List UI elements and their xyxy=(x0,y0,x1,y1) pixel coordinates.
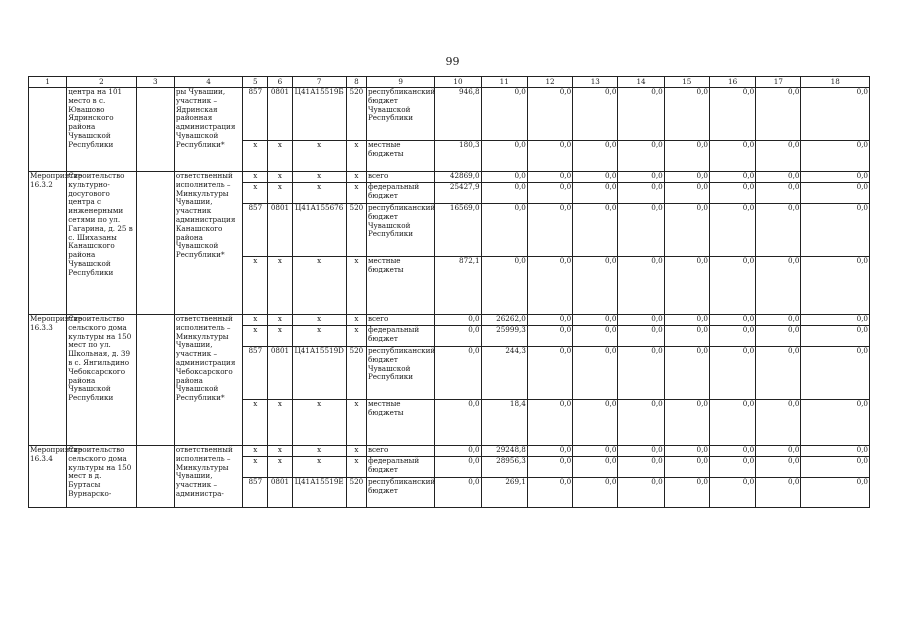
column-header: 12 xyxy=(527,77,572,88)
grbs-cell: x xyxy=(243,315,268,326)
column-header: 4 xyxy=(174,77,242,88)
column-header: 3 xyxy=(136,77,174,88)
value-cell: 0,0 xyxy=(801,257,870,315)
source-cell: местные бюджеты xyxy=(366,400,434,446)
value-cell: 0,0 xyxy=(527,204,572,257)
value-cell: 0,0 xyxy=(573,183,618,204)
value-cell: 25427,9 xyxy=(435,183,481,204)
value-cell: 0,0 xyxy=(664,446,709,457)
column-header: 15 xyxy=(664,77,709,88)
value-cell: 0,0 xyxy=(573,400,618,446)
csr-cell: x xyxy=(292,400,346,446)
csr-cell: x xyxy=(292,457,346,478)
grbs-cell: x xyxy=(243,326,268,347)
value-cell: 0,0 xyxy=(664,183,709,204)
value-cell: 0,0 xyxy=(481,141,527,172)
rzpr-cell: x xyxy=(268,326,292,347)
value-cell: 18,4 xyxy=(481,400,527,446)
value-cell: 0,0 xyxy=(756,88,801,141)
value-cell: 0,0 xyxy=(618,457,664,478)
csr-cell: Ц41А15519Б xyxy=(292,88,346,141)
value-cell: 0,0 xyxy=(618,326,664,347)
value-cell: 0,0 xyxy=(527,446,572,457)
table-row xyxy=(29,88,870,141)
value-cell: 0,0 xyxy=(664,141,709,172)
vr-cell: x xyxy=(346,457,366,478)
source-cell: федеральный бюджет xyxy=(366,326,434,347)
value-cell: 0,0 xyxy=(664,326,709,347)
vr-cell: x xyxy=(346,141,366,172)
source-cell: республиканский бюджет Чувашской Республики xyxy=(366,88,434,141)
grbs-cell: 857 xyxy=(243,347,268,400)
value-cell: 0,0 xyxy=(709,88,755,141)
value-cell: 0,0 xyxy=(756,478,801,508)
object-name-cell: Строительство сельского дома культуры на 150 мест в д. Буртасы Вурнарско- xyxy=(67,446,136,508)
grbs-cell: x xyxy=(243,457,268,478)
event-cell: Мероприятие 16.3.3 xyxy=(29,315,67,446)
value-cell: 0,0 xyxy=(709,257,755,315)
value-cell: 26262,0 xyxy=(481,315,527,326)
grbs-cell: 857 xyxy=(243,88,268,141)
value-cell: 0,0 xyxy=(664,204,709,257)
value-cell: 0,0 xyxy=(709,183,755,204)
table-row xyxy=(29,315,870,326)
vr-cell: 520 xyxy=(346,204,366,257)
vr-cell: 520 xyxy=(346,88,366,141)
csr-cell: Ц41А155676 xyxy=(292,204,346,257)
source-cell: местные бюджеты xyxy=(366,257,434,315)
value-cell: 0,0 xyxy=(801,457,870,478)
rzpr-cell: x xyxy=(268,446,292,457)
rzpr-cell: x xyxy=(268,457,292,478)
rzpr-cell: 0801 xyxy=(268,204,292,257)
csr-cell: x xyxy=(292,257,346,315)
value-cell: 0,0 xyxy=(756,347,801,400)
value-cell: 0,0 xyxy=(801,315,870,326)
value-cell: 0,0 xyxy=(756,257,801,315)
goal-cell xyxy=(136,446,174,508)
value-cell: 0,0 xyxy=(527,183,572,204)
value-cell: 0,0 xyxy=(618,204,664,257)
value-cell: 0,0 xyxy=(573,204,618,257)
value-cell: 25999,3 xyxy=(481,326,527,347)
value-cell: 0,0 xyxy=(573,326,618,347)
value-cell: 0,0 xyxy=(756,204,801,257)
grbs-cell: x xyxy=(243,257,268,315)
csr-cell: x xyxy=(292,172,346,183)
value-cell: 0,0 xyxy=(664,457,709,478)
column-header: 17 xyxy=(756,77,801,88)
column-header: 7 xyxy=(292,77,346,88)
value-cell: 0,0 xyxy=(801,400,870,446)
value-cell: 0,0 xyxy=(435,347,481,400)
value-cell: 0,0 xyxy=(756,326,801,347)
column-header: 16 xyxy=(709,77,755,88)
value-cell: 0,0 xyxy=(709,446,755,457)
event-cell: Мероприятие 16.3.4 xyxy=(29,446,67,508)
object-name-cell: Строительство культурно-досугового центра с инженерными сетями по ул. Гагарина, д. 25 в с. Шихазаны Канашского района Чувашской Республики xyxy=(67,172,136,315)
value-cell: 28956,3 xyxy=(481,457,527,478)
value-cell: 244,3 xyxy=(481,347,527,400)
vr-cell: x xyxy=(346,446,366,457)
source-cell: всего xyxy=(366,315,434,326)
source-cell: всего xyxy=(366,172,434,183)
grbs-cell: x xyxy=(243,172,268,183)
csr-cell: Ц41А15519D xyxy=(292,347,346,400)
value-cell: 0,0 xyxy=(573,457,618,478)
column-header: 14 xyxy=(618,77,664,88)
value-cell: 0,0 xyxy=(573,315,618,326)
column-header: 13 xyxy=(573,77,618,88)
value-cell: 0,0 xyxy=(709,315,755,326)
source-cell: республиканский бюджет Чувашской Республики xyxy=(366,347,434,400)
csr-cell: Ц41А15519E xyxy=(292,478,346,508)
rzpr-cell: x xyxy=(268,183,292,204)
value-cell: 180,3 xyxy=(435,141,481,172)
value-cell: 29248,8 xyxy=(481,446,527,457)
grbs-cell: x xyxy=(243,183,268,204)
value-cell: 0,0 xyxy=(435,457,481,478)
value-cell: 0,0 xyxy=(664,172,709,183)
value-cell: 0,0 xyxy=(801,141,870,172)
grbs-cell: 857 xyxy=(243,478,268,508)
value-cell: 0,0 xyxy=(618,88,664,141)
value-cell: 0,0 xyxy=(527,88,572,141)
value-cell: 0,0 xyxy=(801,478,870,508)
value-cell: 0,0 xyxy=(618,183,664,204)
rzpr-cell: x xyxy=(268,172,292,183)
page-number: 99 xyxy=(445,55,460,68)
csr-cell: x xyxy=(292,326,346,347)
vr-cell: x xyxy=(346,172,366,183)
value-cell: 0,0 xyxy=(756,315,801,326)
value-cell: 0,0 xyxy=(527,347,572,400)
column-header: 9 xyxy=(366,77,434,88)
value-cell: 16569,0 xyxy=(435,204,481,257)
value-cell: 0,0 xyxy=(573,88,618,141)
value-cell: 0,0 xyxy=(709,478,755,508)
value-cell: 0,0 xyxy=(664,88,709,141)
column-header: 8 xyxy=(346,77,366,88)
value-cell: 0,0 xyxy=(527,257,572,315)
value-cell: 0,0 xyxy=(709,347,755,400)
budget-table xyxy=(28,76,870,508)
value-cell: 0,0 xyxy=(756,172,801,183)
value-cell: 946,8 xyxy=(435,88,481,141)
value-cell: 0,0 xyxy=(435,478,481,508)
value-cell: 0,0 xyxy=(709,457,755,478)
value-cell: 0,0 xyxy=(573,478,618,508)
value-cell: 0,0 xyxy=(435,326,481,347)
value-cell: 42869,0 xyxy=(435,172,481,183)
column-header: 5 xyxy=(243,77,268,88)
value-cell: 0,0 xyxy=(618,400,664,446)
value-cell: 0,0 xyxy=(435,315,481,326)
value-cell: 0,0 xyxy=(756,446,801,457)
value-cell: 0,0 xyxy=(801,88,870,141)
value-cell: 0,0 xyxy=(527,457,572,478)
source-cell: местные бюджеты xyxy=(366,141,434,172)
value-cell: 0,0 xyxy=(527,326,572,347)
responsible-cell: ры Чувашии, участник – Ядринская районная администрация Чувашской Республики* xyxy=(174,88,242,172)
grbs-cell: x xyxy=(243,400,268,446)
grbs-cell: 857 xyxy=(243,204,268,257)
value-cell: 0,0 xyxy=(481,204,527,257)
value-cell: 269,1 xyxy=(481,478,527,508)
value-cell: 0,0 xyxy=(664,315,709,326)
value-cell: 872,1 xyxy=(435,257,481,315)
csr-cell: x xyxy=(292,315,346,326)
value-cell: 0,0 xyxy=(527,172,572,183)
csr-cell: x xyxy=(292,183,346,204)
goal-cell xyxy=(136,172,174,315)
vr-cell: 520 xyxy=(346,347,366,400)
value-cell: 0,0 xyxy=(573,257,618,315)
value-cell: 0,0 xyxy=(618,172,664,183)
rzpr-cell: x xyxy=(268,400,292,446)
goal-cell xyxy=(136,88,174,172)
table-header xyxy=(29,77,870,88)
vr-cell: x xyxy=(346,183,366,204)
value-cell: 0,0 xyxy=(618,141,664,172)
table-row xyxy=(29,446,870,457)
vr-cell: x xyxy=(346,400,366,446)
rzpr-cell: 0801 xyxy=(268,478,292,508)
value-cell: 0,0 xyxy=(573,172,618,183)
event-cell xyxy=(29,88,67,172)
value-cell: 0,0 xyxy=(664,257,709,315)
object-name-cell: Строительство сельского дома культуры на 150 мест по ул. Школьная, д. 39 в с. Янгильдино Чебоксарского района Чувашской Республики xyxy=(67,315,136,446)
value-cell: 0,0 xyxy=(709,204,755,257)
event-cell: Мероприятие 16.3.2 xyxy=(29,172,67,315)
responsible-cell: ответственный исполнитель – Минкультуры Чувашии, участник – администра- xyxy=(174,446,242,508)
column-header: 10 xyxy=(435,77,481,88)
vr-cell: x xyxy=(346,257,366,315)
source-cell: всего xyxy=(366,446,434,457)
source-cell: республиканский бюджет Чувашской Республики xyxy=(366,204,434,257)
value-cell: 0,0 xyxy=(801,204,870,257)
value-cell: 0,0 xyxy=(756,400,801,446)
value-cell: 0,0 xyxy=(481,172,527,183)
value-cell: 0,0 xyxy=(664,347,709,400)
value-cell: 0,0 xyxy=(527,400,572,446)
table-row xyxy=(29,172,870,183)
value-cell: 0,0 xyxy=(527,478,572,508)
value-cell: 0,0 xyxy=(664,400,709,446)
goal-cell xyxy=(136,315,174,446)
value-cell: 0,0 xyxy=(618,446,664,457)
value-cell: 0,0 xyxy=(573,141,618,172)
value-cell: 0,0 xyxy=(481,183,527,204)
value-cell: 0,0 xyxy=(756,457,801,478)
rzpr-cell: x xyxy=(268,141,292,172)
csr-cell: x xyxy=(292,141,346,172)
value-cell: 0,0 xyxy=(801,347,870,400)
grbs-cell: x xyxy=(243,141,268,172)
value-cell: 0,0 xyxy=(527,315,572,326)
source-cell: федеральный бюджет xyxy=(366,457,434,478)
value-cell: 0,0 xyxy=(801,183,870,204)
value-cell: 0,0 xyxy=(527,141,572,172)
value-cell: 0,0 xyxy=(618,347,664,400)
csr-cell: x xyxy=(292,446,346,457)
value-cell: 0,0 xyxy=(709,172,755,183)
rzpr-cell: 0801 xyxy=(268,88,292,141)
vr-cell: x xyxy=(346,315,366,326)
responsible-cell: ответственный исполнитель – Минкультуры Чувашии, участник – администрация Чебоксарского района Чувашской Республики* xyxy=(174,315,242,446)
rzpr-cell: x xyxy=(268,257,292,315)
column-header: 18 xyxy=(801,77,870,88)
value-cell: 0,0 xyxy=(435,446,481,457)
value-cell: 0,0 xyxy=(435,400,481,446)
responsible-cell: ответственный исполнитель – Минкультуры Чувашии, участник администрация Канашского района Чувашской Республики* xyxy=(174,172,242,315)
column-header: 11 xyxy=(481,77,527,88)
grbs-cell: x xyxy=(243,446,268,457)
value-cell: 0,0 xyxy=(709,326,755,347)
vr-cell: 520 xyxy=(346,478,366,508)
value-cell: 0,0 xyxy=(618,257,664,315)
object-name-cell: центра на 101 место в с. Ювашово Ядринского района Чувашской Республики xyxy=(67,88,136,172)
column-header: 6 xyxy=(268,77,292,88)
column-header: 1 xyxy=(29,77,67,88)
value-cell: 0,0 xyxy=(481,88,527,141)
value-cell: 0,0 xyxy=(756,141,801,172)
value-cell: 0,0 xyxy=(573,446,618,457)
column-header: 2 xyxy=(67,77,136,88)
value-cell: 0,0 xyxy=(709,400,755,446)
value-cell: 0,0 xyxy=(801,326,870,347)
value-cell: 0,0 xyxy=(756,183,801,204)
value-cell: 0,0 xyxy=(618,478,664,508)
source-cell: республиканский бюджет xyxy=(366,478,434,508)
value-cell: 0,0 xyxy=(709,141,755,172)
value-cell: 0,0 xyxy=(801,172,870,183)
value-cell: 0,0 xyxy=(481,257,527,315)
value-cell: 0,0 xyxy=(618,315,664,326)
vr-cell: x xyxy=(346,326,366,347)
rzpr-cell: 0801 xyxy=(268,347,292,400)
rzpr-cell: x xyxy=(268,315,292,326)
value-cell: 0,0 xyxy=(664,478,709,508)
source-cell: федеральный бюджет xyxy=(366,183,434,204)
value-cell: 0,0 xyxy=(573,347,618,400)
value-cell: 0,0 xyxy=(801,446,870,457)
